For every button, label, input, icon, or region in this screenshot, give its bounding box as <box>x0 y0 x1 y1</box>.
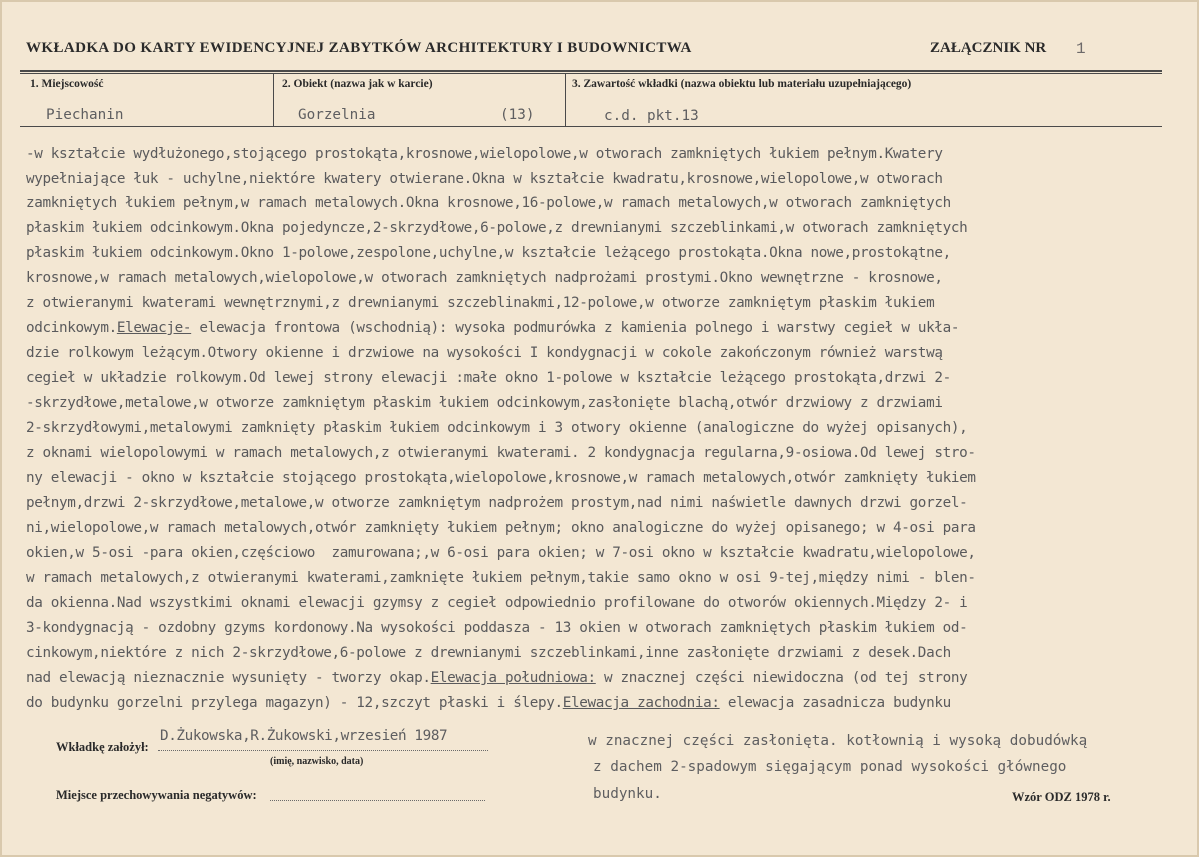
line-8-pre: odcinkowym. <box>26 320 117 336</box>
body-line-16: ni,wielopolowe,w ramach metalowych,otwór zamknięty łukiem pełnym; okno analogiczne do wyżej opisanego; w 4-osi para <box>26 520 976 536</box>
place-value: Piechanin <box>46 107 124 123</box>
line-23-pre: do budynku gorzelni przylega magazyn) - 12,szczyt płaski i ślepy. <box>26 695 563 711</box>
object-number: (13) <box>500 107 535 123</box>
author-dotted-line <box>158 750 488 751</box>
field-divider-2 <box>565 74 566 126</box>
line-8-post: elewacja frontowa (wschodnią): wysoka podmurówka z kamienia polnego i warstwy cegieł w ukła- <box>191 320 960 336</box>
line-22-pre: nad elewacją nieznacznie wysunięty - tworzy okap. <box>26 670 431 686</box>
body-line-13: z oknami wielopolowymi w ramach metalowych,z otwieranymi kwaterami. 2 kondygnacja regularna,9-osiowa.Od lewej stro- <box>26 445 976 461</box>
body-line-10: cegieł w układzie rolkowym.Od lewej strony elewacji :małe okno 1-polowe w kształcie leżącego prostokąta,drzwi 2- <box>26 370 951 386</box>
body-line-4: płaskim łukiem odcinkowym.Okna pojedyncze,2-skrzydłowe,6-polowe,z drewnianymi szczeblinkami,w otworach zamkniętych <box>26 220 968 236</box>
body-line-18: w ramach metalowych,z otwieranymi kwaterami,zamknięte łukiem pełnym,takie samo okno w osi 9-tej,między nimi - blen- <box>26 570 976 586</box>
body-line-21: cinkowym,niektóre z nich 2-skrzydłowe,6-polowe z drewnianymi szczeblinkami,inne zasłonięte drzwiami z desek.Dach <box>26 645 951 661</box>
body-line-11: -skrzydłowe,metalowe,w otworze zamkniętym płaskim łukiem odcinkowym,zasłonięte blachą,otwór drzwiowy z drzwiami <box>26 395 943 411</box>
body-line-17: okien,w 5-osi -para okien,częściowo zamurowana;,w 6-osi para okien; w 7-osi okno w kształcie kwadratu,wielopolowe, <box>26 545 976 561</box>
author-label: Wkładkę założył: <box>56 740 149 754</box>
body-line-1: -w kształcie wydłużonego,stojącego prostokąta,krosnowe,wielopolowe,w otworach zamkniętych łukiem pełnym.Kwatery <box>26 146 943 162</box>
body-line-6: krosnowe,w ramach metalowych,wielopolowe,w otworach zamkniętych nadprożami prostymi.Okno wewnętrzne - krosnowe, <box>26 270 943 286</box>
body-line-15: pełnym,drzwi 2-skrzydłowe,metalowe,w otworze zamkniętym nadprożem prostym,nad nimi naświetle dawnych drzwi gorzel- <box>26 495 968 511</box>
object-label: 2. Obiekt (nazwa jak w karcie) <box>282 78 433 90</box>
west-facade-heading: Elewacja zachodnia: <box>562 695 720 711</box>
header-rule-thin <box>20 73 1162 74</box>
content-label: 3. Zawartość wkładki (nazwa obiektu lub materiału uzupełniającego) <box>572 78 912 90</box>
annex-label: ZAŁĄCZNIK NR <box>930 40 1047 56</box>
card-title: WKŁADKA DO KARTY EWIDENCYJNEJ ZABYTKÓW ARCHITEKTURY I BUDOWNICTWA <box>26 40 692 56</box>
author-hint: (imię, nazwisko, data) <box>270 756 364 767</box>
body-line-3: zamkniętych łukiem pełnym,w ramach metalowych.Okna krosnowe,16-polowe,w ramach metalowych,w otworach zamkniętych <box>26 195 951 211</box>
continuation-line-2: z dachem 2-spadowym sięgającym ponad wysokości głównego <box>593 759 1067 775</box>
negatives-label: Miejsce przechowywania negatywów: <box>56 788 257 802</box>
line-22-post: w znacznej części niewidoczna (od tej strony <box>595 670 968 686</box>
body-line-19: da okienna.Nad wszystkimi oknami elewacji gzymsy z cegieł odpowiednio profilowane do otworów okiennych.Między 2- i <box>26 595 968 611</box>
form-label: Wzór ODZ 1978 r. <box>1012 790 1111 804</box>
field-divider-1 <box>273 74 274 126</box>
body-line-12: 2-skrzydłowymi,metalowymi zamknięty płaskim łukiem odcinkowym i 3 otwory okienne (analogiczne do wyżej opisanych), <box>26 420 968 436</box>
body-line-14: ny elewacji - okno w kształcie stojącego prostokąta,wielopolowe,krosnowe,w ramach metalowych,otwór zamknięty łukiem <box>26 470 976 486</box>
place-label: 1. Miejscowość <box>30 78 104 90</box>
body-line-20: 3-kondygnacją - ozdobny gzyms kordonowy.Na wysokości poddasza - 13 okien w otworach zamkniętych płaskim łukiem od- <box>26 620 968 636</box>
author-value: D.Żukowska,R.Żukowski,wrzesień 1987 <box>160 728 448 744</box>
object-value: Gorzelnia <box>298 107 376 123</box>
body-line-2: wypełniające łuk - uchylne,niektóre kwatery otwierane.Okna w kształcie kwadratu,krosnowe,wielopolowe,w otworach <box>26 171 943 187</box>
body-line-22 <box>26 670 967 686</box>
facades-heading: Elewacje- <box>116 320 192 336</box>
header-rule-thick <box>20 70 1162 72</box>
body-line-9: dzie rolkowym leżącym.Otwory okienne i drzwiowe na wysokości I kondygnacji w cokole zakończonym również warstwą <box>26 345 943 361</box>
continuation-line-1: w znacznej części zasłonięta. kotłownią i wysoką dobudówką <box>588 733 1088 749</box>
body-line-23 <box>26 695 951 711</box>
annex-number: 1 <box>1076 40 1086 58</box>
continuation-line-3: budynku. <box>593 786 662 802</box>
body-line-7: z otwieranymi kwaterami wewnętrznymi,z drewnianymi szczeblinakmi,12-polowe,w otworze zamkniętym płaskim łukiem <box>26 295 935 311</box>
negatives-dotted-line <box>270 800 485 801</box>
body-line-8 <box>26 320 959 336</box>
body-line-5: płaskim łukiem odcinkowym.Okno 1-polowe,zespolone,uchylne,w kształcie leżącego prostokąta.Okna nowe,prostokątne, <box>26 245 951 261</box>
content-value: c.d. pkt.13 <box>604 108 699 124</box>
south-facade-heading: Elewacja południowa: <box>430 670 596 686</box>
fields-bottom-rule <box>20 126 1162 127</box>
line-23-post: elewacja zasadnicza budynku <box>719 695 951 711</box>
